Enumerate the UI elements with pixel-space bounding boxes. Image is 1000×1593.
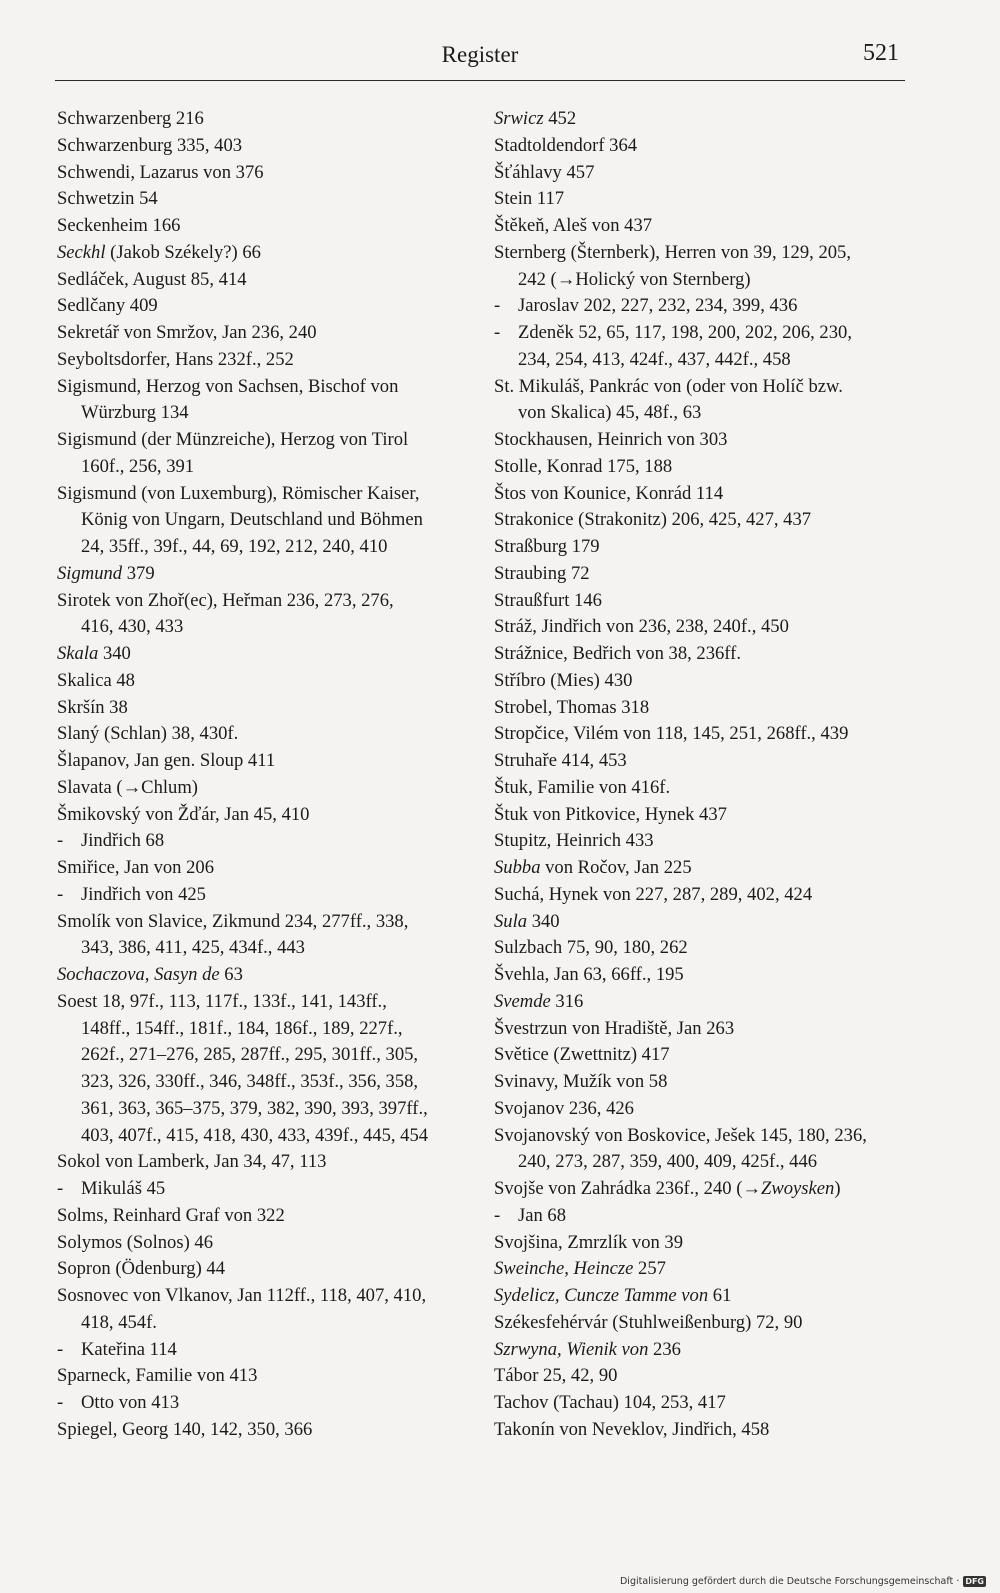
entry-text: Mikuláš 45 bbox=[81, 1178, 166, 1199]
index-entry bbox=[57, 1417, 477, 1444]
index-entry bbox=[57, 454, 477, 481]
index-entry bbox=[57, 1283, 477, 1310]
index-entry bbox=[494, 213, 914, 240]
entry-text: 262f., 271–276, 285, 287ff., 295, 301ff., 305, bbox=[81, 1044, 419, 1066]
entry-text: Sosnovec von Vlkanov, Jan 112ff., 118, 407, 410, bbox=[57, 1285, 427, 1306]
entry-text: Štěkeň, Aleš von 437 bbox=[494, 215, 653, 236]
entry-text: 236 bbox=[648, 1338, 681, 1360]
entry-text: Stein 117 bbox=[494, 188, 565, 210]
entry-text: Sokol von Lamberk, Jan 34, 47, 113 bbox=[57, 1151, 327, 1173]
index-entry bbox=[57, 106, 477, 133]
index-entry bbox=[57, 481, 477, 508]
index-entry bbox=[57, 1016, 477, 1043]
entry-text: König von Ungarn, Deutschland und Böhmen bbox=[81, 509, 423, 531]
entry-text: Sigismund (der Münzreiche), Herzog von Tirol bbox=[57, 429, 409, 450]
index-entry bbox=[57, 1203, 477, 1230]
entry-text: von Skalica) 45, 48f., 63 bbox=[518, 402, 702, 424]
index-entry bbox=[57, 641, 477, 668]
entry-text: 403, 407f., 415, 418, 430, 433, 439f., 445, 454 bbox=[81, 1124, 429, 1146]
entry-text: Straußfurt 146 bbox=[494, 589, 602, 611]
entry-text: Schwarzenberg 216 bbox=[57, 108, 204, 129]
index-entry bbox=[494, 748, 914, 775]
index-entry bbox=[494, 454, 914, 481]
index-entry bbox=[494, 989, 914, 1016]
index-entry bbox=[494, 400, 914, 427]
index-entry bbox=[57, 347, 477, 374]
entry-text: Zdeněk 52, 65, 117, 198, 200, 202, 206, 230, bbox=[518, 322, 852, 343]
entry-text: Seyboltsdorfer, Hans 232f., 252 bbox=[57, 348, 294, 370]
entry-text: Otto von 413 bbox=[81, 1392, 180, 1413]
index-entry bbox=[57, 320, 477, 347]
index-entry bbox=[494, 240, 914, 267]
index-entry bbox=[57, 1042, 477, 1069]
entry-text: Struhaře 414, 453 bbox=[494, 750, 627, 771]
entry-text: Schwendi, Lazarus von 376 bbox=[57, 161, 264, 183]
index-entry bbox=[57, 427, 477, 454]
index-entry bbox=[57, 1069, 477, 1096]
entry-italic-term: Skala bbox=[57, 643, 99, 664]
entry-text: Sedlčany 409 bbox=[57, 295, 158, 317]
index-entry bbox=[494, 133, 914, 160]
entry-text: 24, 35ff., 39f., 44, 69, 192, 212, 240, 410 bbox=[81, 536, 388, 557]
entry-text: Stráž, Jindřich von 236, 238, 240f., 450 bbox=[494, 616, 789, 638]
entry-text: 63 bbox=[219, 964, 243, 985]
index-entry bbox=[57, 748, 477, 775]
index-entry bbox=[57, 775, 477, 802]
index-entry bbox=[57, 160, 477, 187]
index-entry bbox=[494, 882, 914, 909]
index-entry bbox=[57, 588, 477, 615]
entry-text: Strakonice (Strakonitz) 206, 425, 427, 437 bbox=[494, 509, 812, 531]
page-number: 521 bbox=[863, 40, 899, 66]
index-entry bbox=[494, 962, 914, 989]
dfg-logo-icon: DFG bbox=[965, 1577, 984, 1586]
entry-text: Spiegel, Georg 140, 142, 350, 366 bbox=[57, 1418, 313, 1440]
index-entry bbox=[57, 614, 477, 641]
entry-italic-term: Srwicz bbox=[494, 108, 544, 129]
subentry-dash: - bbox=[57, 1178, 64, 1199]
entry-text: Sekretář von Smržov, Jan 236, 240 bbox=[57, 322, 317, 343]
index-entry bbox=[494, 1176, 914, 1203]
index-entry bbox=[494, 507, 914, 534]
entry-text: 240, 273, 287, 359, 400, 409, 425f., 446 bbox=[518, 1151, 818, 1173]
entry-text: Kateřina 114 bbox=[81, 1338, 177, 1360]
index-entry bbox=[57, 1176, 477, 1203]
index-entry bbox=[494, 641, 914, 668]
index-entry bbox=[494, 561, 914, 588]
index-entry bbox=[494, 668, 914, 695]
index-entry bbox=[494, 588, 914, 615]
entry-text: Soest 18, 97f., 113, 117f., 133f., 141, 143ff., bbox=[57, 990, 387, 1012]
entry-text: 340 bbox=[527, 910, 560, 932]
entry-text: Schwetzin 54 bbox=[57, 188, 158, 210]
index-entry bbox=[57, 133, 477, 160]
index-entry bbox=[494, 374, 914, 401]
entry-text: Stupitz, Heinrich 433 bbox=[494, 830, 654, 852]
entry-italic-term: Svemde bbox=[494, 990, 551, 1012]
index-entry bbox=[494, 1256, 914, 1283]
entry-text: 148ff., 154ff., 181f., 184, 186f., 189, 227f., bbox=[81, 1017, 403, 1039]
index-entry bbox=[494, 721, 914, 748]
index-entry bbox=[57, 213, 477, 240]
entry-text: Sigismund (von Luxemburg), Römischer Kaiser, bbox=[57, 482, 420, 504]
index-entry bbox=[57, 855, 477, 882]
subentry-dash: - bbox=[57, 1392, 64, 1413]
index-entry bbox=[494, 481, 914, 508]
index-column-right bbox=[494, 106, 914, 1444]
index-entry bbox=[494, 1069, 914, 1096]
index-entry bbox=[57, 240, 477, 267]
index-entry bbox=[57, 1123, 477, 1150]
entry-text: von Ročov, Jan 225 bbox=[540, 857, 692, 878]
entry-text: Švehla, Jan 63, 66ff., 195 bbox=[494, 964, 684, 985]
subentry-dash: - bbox=[57, 883, 64, 905]
entry-text: ) bbox=[834, 1178, 841, 1199]
entry-text: Stockhausen, Heinrich von 303 bbox=[494, 429, 728, 450]
entry-text: 323, 326, 330ff., 346, 348ff., 353f., 356, 358, bbox=[81, 1071, 419, 1092]
entry-text: Stadtoldendorf 364 bbox=[494, 134, 638, 156]
entry-text: 452 bbox=[543, 108, 577, 129]
index-entry bbox=[57, 989, 477, 1016]
index-entry bbox=[494, 1149, 914, 1176]
entry-text: Jan 68 bbox=[518, 1204, 567, 1226]
page-header bbox=[55, 40, 905, 81]
subentry-dash: - bbox=[57, 830, 64, 852]
entry-italic-term: Subba bbox=[494, 857, 541, 878]
entry-text: Stříbro (Mies) 430 bbox=[494, 669, 633, 691]
index-entry bbox=[494, 106, 914, 133]
index-column-left bbox=[57, 106, 477, 1444]
entry-text: 343, 386, 411, 425, 434f., 443 bbox=[81, 937, 305, 959]
index-entry bbox=[57, 695, 477, 722]
index-entry bbox=[57, 1337, 477, 1364]
index-entry bbox=[57, 561, 477, 588]
entry-text: Suchá, Hynek von 227, 287, 289, 402, 424 bbox=[494, 883, 813, 905]
index-entry bbox=[494, 1337, 914, 1364]
index-entry bbox=[494, 1417, 914, 1444]
index-entry bbox=[57, 400, 477, 427]
footer-credit bbox=[620, 1576, 986, 1587]
entry-text: 416, 430, 433 bbox=[81, 616, 184, 638]
index-entry bbox=[57, 534, 477, 561]
entry-text: Tábor 25, 42, 90 bbox=[494, 1365, 618, 1387]
entry-text: Svojšina, Zmrzlík von 39 bbox=[494, 1231, 684, 1253]
index-entry bbox=[494, 1042, 914, 1069]
entry-text: Sigismund, Herzog von Sachsen, Bischof von bbox=[57, 375, 399, 397]
index-entry bbox=[494, 160, 914, 187]
entry-text: Svojanovský von Boskovice, Ješek 145, 180, 236, bbox=[494, 1124, 867, 1146]
entry-text: Würzburg 134 bbox=[81, 402, 189, 424]
index-entry bbox=[494, 293, 914, 320]
subentry-dash: - bbox=[494, 1204, 501, 1226]
entry-text: (Jakob Székely?) 66 bbox=[105, 241, 261, 263]
index-entry bbox=[57, 1149, 477, 1176]
index-entry bbox=[57, 293, 477, 320]
index-entry bbox=[57, 186, 477, 213]
entry-text: Székesfehérvár (Stuhlweißenburg) 72, 90 bbox=[494, 1311, 803, 1333]
entry-text: Jindřich von 425 bbox=[81, 883, 206, 905]
entry-text: Svojše von Zahrádka 236f., 240 (→ bbox=[494, 1178, 761, 1199]
index-entry bbox=[57, 1310, 477, 1337]
entry-text: Skršín 38 bbox=[57, 696, 128, 718]
entry-text: 242 (→Holický von Sternberg) bbox=[518, 268, 751, 290]
entry-text: Sopron (Ödenburg) 44 bbox=[57, 1258, 226, 1280]
entry-text: Takonín von Neveklov, Jindřich, 458 bbox=[494, 1418, 770, 1440]
entry-text: Tachov (Tachau) 104, 253, 417 bbox=[494, 1392, 726, 1413]
entry-text: Solymos (Solnos) 46 bbox=[57, 1231, 214, 1253]
index-entry bbox=[57, 374, 477, 401]
entry-text: 160f., 256, 391 bbox=[81, 455, 195, 477]
entry-italic-term: Sochaczova, Sasyn de bbox=[57, 964, 220, 985]
entry-italic-term: Szrwyna, Wienik von bbox=[494, 1338, 649, 1360]
entry-text: Slaný (Schlan) 38, 430f. bbox=[57, 723, 239, 745]
index-entry bbox=[494, 802, 914, 829]
entry-text: 257 bbox=[633, 1258, 666, 1280]
index-entry bbox=[494, 614, 914, 641]
entry-italic-term: Zwoysken bbox=[760, 1178, 835, 1199]
index-entry bbox=[494, 1390, 914, 1417]
entry-text: Šmikovský von Žďár, Jan 45, 410 bbox=[57, 803, 310, 825]
index-entry bbox=[57, 909, 477, 936]
entry-text: Sedláček, August 85, 414 bbox=[57, 268, 247, 290]
entry-text: Slavata (→Chlum) bbox=[57, 776, 198, 798]
index-entry bbox=[57, 935, 477, 962]
entry-text: Smolík von Slavice, Zikmund 234, 277ff., 338, bbox=[57, 910, 409, 932]
index-entry bbox=[57, 962, 477, 989]
index-entry bbox=[494, 855, 914, 882]
index-entry bbox=[494, 1310, 914, 1337]
entry-text: Sulzbach 75, 90, 180, 262 bbox=[494, 937, 688, 959]
entry-text: 418, 454f. bbox=[81, 1311, 157, 1333]
entry-italic-term: Sula bbox=[494, 910, 528, 932]
index-entry bbox=[57, 1390, 477, 1417]
index-entry bbox=[494, 909, 914, 936]
index-entry bbox=[494, 1363, 914, 1390]
index-entry bbox=[57, 1230, 477, 1257]
index-entry bbox=[494, 1096, 914, 1123]
entry-text: Solms, Reinhard Graf von 322 bbox=[57, 1204, 285, 1226]
entry-text: Štuk von Pitkovice, Hynek 437 bbox=[494, 803, 727, 825]
entry-text: Stolle, Konrad 175, 188 bbox=[494, 455, 673, 477]
index-entry bbox=[494, 1016, 914, 1043]
subentry-dash: - bbox=[57, 1338, 64, 1360]
running-title: Register bbox=[441, 42, 519, 67]
index-entry bbox=[57, 267, 477, 294]
entry-text: 316 bbox=[550, 990, 584, 1012]
index-entry bbox=[494, 1230, 914, 1257]
index-entry bbox=[494, 695, 914, 722]
entry-text: Skalica 48 bbox=[57, 669, 135, 691]
entry-text: Schwarzenburg 335, 403 bbox=[57, 134, 243, 156]
entry-text: Šťáhlavy 457 bbox=[494, 161, 595, 183]
entry-text: Švestrzun von Hradiště, Jan 263 bbox=[494, 1017, 735, 1039]
index-entry bbox=[57, 507, 477, 534]
index-entry bbox=[494, 347, 914, 374]
entry-text: 234, 254, 413, 424f., 437, 442f., 458 bbox=[518, 348, 791, 370]
index-entry bbox=[57, 1096, 477, 1123]
index-entry bbox=[494, 534, 914, 561]
index-entry bbox=[57, 1363, 477, 1390]
entry-text: 340 bbox=[98, 643, 131, 664]
entry-text: Strážnice, Bedřich von 38, 236ff. bbox=[494, 643, 741, 664]
entry-text: Straßburg 179 bbox=[494, 536, 600, 557]
index-entry bbox=[494, 935, 914, 962]
index-entry bbox=[57, 668, 477, 695]
index-entry bbox=[494, 427, 914, 454]
entry-text: Světice (Zwettnitz) 417 bbox=[494, 1044, 670, 1066]
entry-text: Štuk, Familie von 416f. bbox=[494, 776, 671, 798]
entry-italic-term: Sigmund bbox=[57, 562, 123, 584]
index-entry bbox=[494, 828, 914, 855]
entry-italic-term: Sydelicz, Cuncze Tamme von bbox=[494, 1285, 709, 1306]
entry-text: Sparneck, Familie von 413 bbox=[57, 1365, 258, 1387]
entry-text: Smiřice, Jan von 206 bbox=[57, 857, 214, 878]
entry-italic-term: Seckhl bbox=[57, 241, 106, 263]
subentry-dash: - bbox=[494, 295, 501, 317]
index-entry bbox=[57, 721, 477, 748]
entry-text: Seckenheim 166 bbox=[57, 215, 181, 236]
index-entry bbox=[494, 775, 914, 802]
index-entry bbox=[494, 1123, 914, 1150]
index-entry bbox=[494, 267, 914, 294]
index-entry bbox=[494, 320, 914, 347]
index-entry bbox=[494, 1283, 914, 1310]
index-entry bbox=[57, 802, 477, 829]
entry-text: Sirotek von Zhoř(ec), Heřman 236, 273, 276, bbox=[57, 589, 394, 611]
entry-text: 361, 363, 365–375, 379, 382, 390, 393, 397ff., bbox=[81, 1097, 428, 1119]
entry-text: Sternberg (Šternberk), Herren von 39, 129, 205, bbox=[494, 241, 851, 263]
entry-text: Svinavy, Mužík von 58 bbox=[494, 1071, 668, 1092]
entry-italic-term: Sweinche, Heincze bbox=[494, 1258, 634, 1280]
index-entry bbox=[494, 186, 914, 213]
entry-text: Svojanov 236, 426 bbox=[494, 1097, 634, 1119]
index-entry bbox=[494, 1203, 914, 1230]
footer-text: Digitalisierung gefördert durch die Deutsche Forschungsgemeinschaft · bbox=[619, 1576, 960, 1587]
entry-text: 61 bbox=[708, 1285, 732, 1306]
entry-text: Štos von Kounice, Konrád 114 bbox=[494, 482, 724, 504]
entry-text: Straubing 72 bbox=[494, 562, 590, 584]
entry-text: Jaroslav 202, 227, 232, 234, 399, 436 bbox=[518, 295, 798, 317]
index-entry bbox=[57, 882, 477, 909]
entry-text: Jindřich 68 bbox=[81, 830, 165, 852]
entry-text: Šlapanov, Jan gen. Sloup 411 bbox=[57, 750, 276, 771]
index-entry bbox=[57, 1256, 477, 1283]
index-entry bbox=[57, 828, 477, 855]
entry-text: Strobel, Thomas 318 bbox=[494, 696, 650, 718]
entry-text: 379 bbox=[122, 562, 155, 584]
entry-text: St. Mikuláš, Pankrác von (oder von Holíč bzw. bbox=[494, 375, 843, 397]
entry-text: Stropčice, Vilém von 118, 145, 251, 268ff., 439 bbox=[494, 723, 849, 745]
subentry-dash: - bbox=[494, 322, 501, 343]
